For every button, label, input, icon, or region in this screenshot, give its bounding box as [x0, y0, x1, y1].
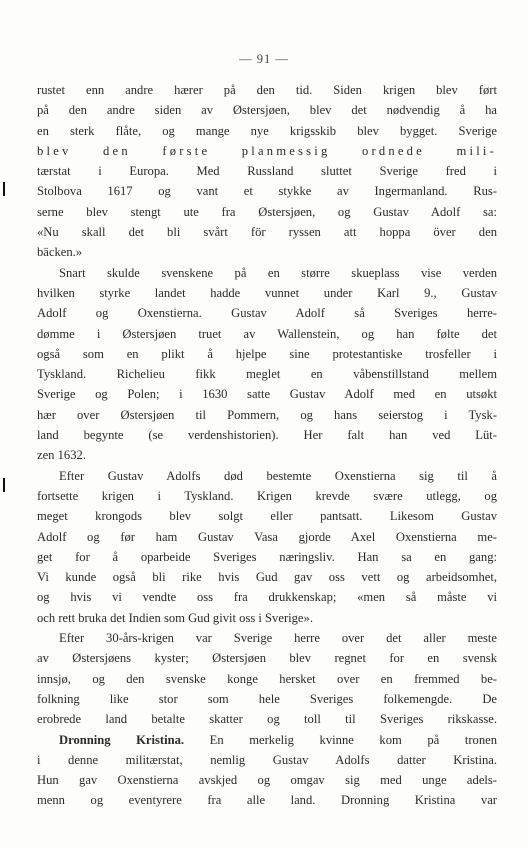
- text-line: get for å oparbeide Sveriges næringsliv. Han sa en gang:: [37, 549, 497, 564]
- text-line: og hvis vi vendte oss fra drukkenskap; «men så måste vi: [37, 590, 497, 605]
- paragraph-start: Efter 30-års-krigen var Sverige herre over det aller meste: [59, 631, 497, 646]
- text-line: och rett bruka det Indien som Gud givit oss i Sverige».: [37, 610, 313, 625]
- text-line: rustet enn andre hærer på den tid. Siden krigen blev ført: [37, 83, 497, 97]
- text-line: Hun gav Oxenstierna avskjed og omgav sig med unge adels-: [37, 773, 497, 788]
- text-line: land begynte (se verdenshistorien). Her falt han ved Lüt-: [37, 428, 497, 443]
- text-line: dømme i Østersjøen truet av Wallenstein, og han følte det: [37, 326, 497, 341]
- text-line: tærstat i Europa. Med Russland sluttet Sverige fred i: [37, 164, 497, 179]
- paragraph-start: Efter Gustav Adolfs død bestemte Oxenstierna sig til å: [59, 468, 497, 483]
- text-line: erobrede land betalte skatter og toll til Sveriges rikskasse.: [37, 712, 497, 727]
- text-line: menn og eventyrere fra alle land. Dronning Kristina var: [37, 793, 497, 808]
- scan-edge-mark: [3, 182, 5, 196]
- text-line: Tyskland. Richelieu fikk meglet en våbenstillstand mellem: [37, 367, 497, 382]
- text-line: av Østersjøens kyster; Østersjøen blev regnet for en svensk: [37, 651, 497, 666]
- text-line: bäcken.»: [37, 245, 83, 260]
- scan-edge-mark: [3, 478, 5, 492]
- text-line: Sverige og Polen; i 1630 satte Gustav Adolf med en utsøkt: [37, 387, 497, 402]
- text-line: Adolf og før ham Gustav Vasa gjorde Axel Oxenstierna me-: [37, 529, 497, 544]
- text-line: også som en plikt å hjelpe sine protestantiske trosfeller i: [37, 346, 497, 361]
- text-line-emphasis: blev den første planmessig ordnede mili-: [37, 143, 497, 158]
- text-line: fortsette krigen i Tyskland. Krigen krevde svære utlegg, og: [37, 488, 497, 503]
- text-line: hær over Østersjøen til Pommern, og hans seierstog i Tysk-: [37, 407, 497, 422]
- text-line: hvilken styrke landet hadde vunnet under Karl 9., Gustav: [37, 285, 497, 300]
- text-line: en sterk flåte, og mange nye krigsskib blev bygget. Sverige: [37, 123, 497, 138]
- section-heading-line: Dronning Kristina. En merkelig kvinne kom på tronen: [59, 732, 497, 747]
- text-line: meget krongods blev solgt eller pantsatt. Likesom Gustav: [37, 509, 497, 524]
- text-line: Adolf og Oxenstierna. Gustav Adolf så Sveriges herre-: [37, 306, 497, 321]
- text-line: Vi kunde også bli rike hvis Gud gav oss vett og arbeidsomhet,: [37, 570, 497, 585]
- text-line: zen 1632.: [37, 448, 86, 463]
- text-line: Stolbova 1617 og vant et stykke av Ingermanland. Rus-: [37, 184, 497, 199]
- text-line: folkning like stor som hele Sveriges folkemengde. De: [37, 691, 497, 706]
- page-number: — 91 —: [239, 52, 289, 66]
- section-heading: Dronning Kristina.: [59, 732, 185, 747]
- text-line: «Nu skall det bli svårt för ryssen att hoppa över den: [37, 225, 497, 240]
- text-line: innsjø, og den svenske konge hersket over en fremmed be-: [37, 671, 497, 686]
- body-text: [37, 80, 497, 811]
- paragraph-start: Snart skulde svenskene på en større skueplass vise verden: [59, 265, 497, 280]
- text-line: på den andre siden av Østersjøen, blev det nødvendig å ha: [37, 103, 497, 118]
- text-line: i denne militærstat, nemlig Gustav Adolfs datter Kristina.: [37, 752, 497, 767]
- text-line: serne blev stengt ute fra Østersjøen, og Gustav Adolf sa:: [37, 204, 497, 219]
